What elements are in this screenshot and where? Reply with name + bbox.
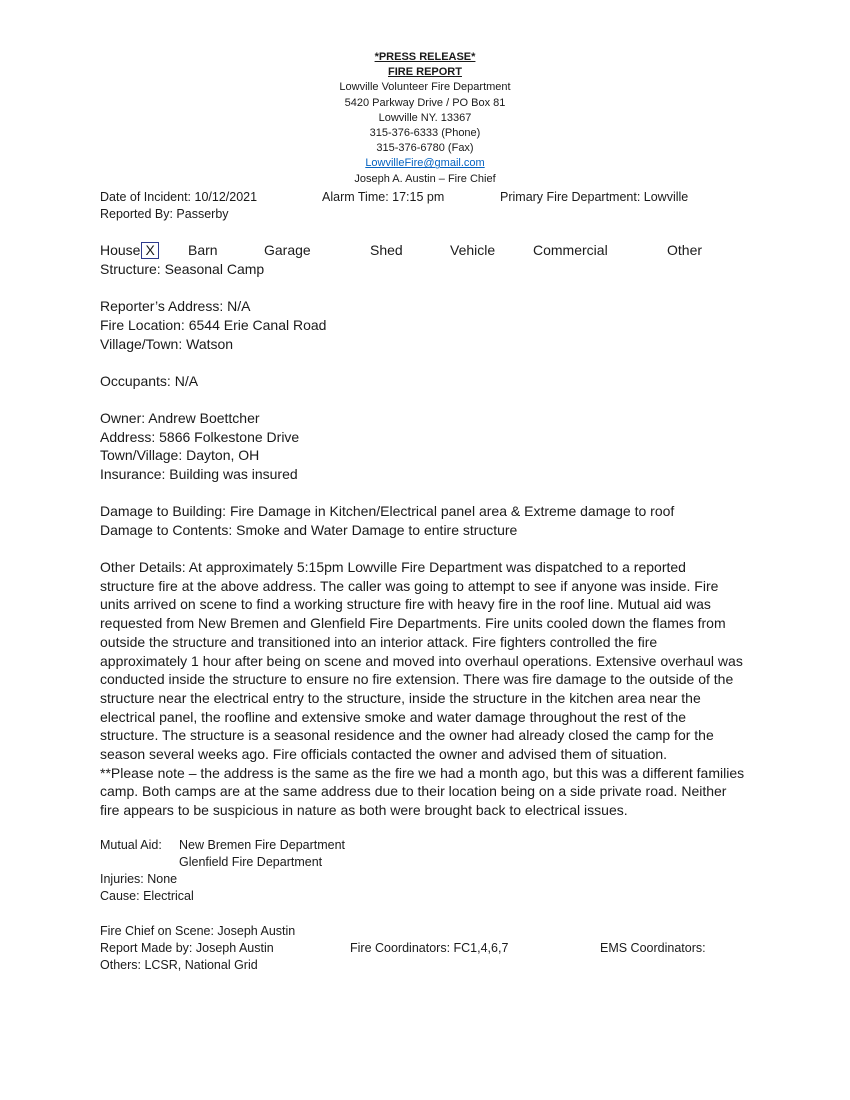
- details-line: units arrived on scene to find a working structure fire with heavy fire in the roof line. Mutual aid was: [100, 596, 711, 613]
- details-line: season several weeks ago. Fire officials contacted the owner and advised them of situation.: [100, 746, 668, 763]
- report-title: FIRE REPORT: [388, 66, 462, 79]
- details-line: structure fire at the above address. The caller was going to attempt to see if anyone was inside. Fire: [100, 577, 719, 594]
- type-garage: Garage: [264, 242, 311, 258]
- details-line: conducted inside the structure to ensure no fire extension. There was fire damage to the outside of the: [100, 671, 734, 688]
- incident-date: Date of Incident: 10/12/2021: [100, 190, 258, 204]
- damage-contents: Damage to Contents: Smoke and Water Damage to entire structure: [100, 522, 518, 538]
- details-line: Other Details: At approximately 5:15pm Lowville Fire Department was dispatched to a reported: [100, 559, 686, 575]
- reported-by: Reported By: Passerby: [100, 207, 229, 221]
- details-line: camp. Both camps are at the same address due to their location being on a side private road. Neither: [100, 783, 727, 800]
- letterhead: [0, 50, 850, 187]
- insurance: Insurance: Building was insured: [100, 466, 298, 482]
- details-line: electrical panel, the roofline and extensive smoke and water damage throughout the rest of the: [100, 708, 687, 725]
- other-details: [100, 558, 760, 820]
- others: Others: LCSR, National Grid: [100, 958, 258, 972]
- type-house-label: House: [100, 242, 141, 258]
- type-shed: Shed: [370, 242, 403, 258]
- type-house-checkbox: X: [141, 242, 158, 259]
- details-line: outside the structure and transitioned into an interior attack. Fire fighters controlled the fire: [100, 633, 658, 650]
- structure-type: Structure: Seasonal Camp: [100, 261, 265, 277]
- owner-name: Owner: Andrew Boettcher: [100, 410, 260, 426]
- village-town: Village/Town: Watson: [100, 336, 234, 352]
- details-line: approximately 1 hour after being on scene and moved into overhaul operations. Extensive overhaul was: [100, 652, 743, 669]
- cause: Cause: Electrical: [100, 889, 194, 903]
- type-barn: Barn: [188, 242, 218, 258]
- department-phone: 315-376-6333 (Phone): [369, 127, 481, 140]
- chief-on-scene: Fire Chief on Scene: Joseph Austin: [100, 924, 296, 938]
- type-other: Other: [667, 242, 703, 258]
- type-vehicle: Vehicle: [450, 242, 496, 258]
- mutual-aid-dept-2: Glenfield Fire Department: [179, 855, 323, 869]
- alarm-time: Alarm Time: 17:15 pm: [322, 190, 445, 204]
- occupants: Occupants: N/A: [100, 373, 199, 389]
- primary-department: Primary Fire Department: Lowville: [500, 190, 689, 204]
- injuries: Injuries: None: [100, 872, 178, 886]
- type-house: [100, 241, 159, 259]
- owner-address: Address: 5866 Folkestone Drive: [100, 429, 300, 445]
- report-made-by: Report Made by: Joseph Austin: [100, 941, 274, 955]
- department-address: 5420 Parkway Drive / PO Box 81: [344, 96, 506, 109]
- mutual-aid-label: Mutual Aid:: [100, 838, 162, 852]
- details-line: structure near the electrical entry to the structure, inside the structure in the kitchen area near the: [100, 689, 701, 706]
- department-name: Lowville Volunteer Fire Department: [339, 81, 511, 94]
- mutual-aid-dept-1: New Bremen Fire Department: [179, 838, 346, 852]
- owner-town: Town/Village: Dayton, OH: [100, 447, 260, 463]
- type-commercial: Commercial: [533, 242, 608, 258]
- reporter-address: Reporter’s Address: N/A: [100, 298, 251, 314]
- fire-location: Fire Location: 6544 Erie Canal Road: [100, 317, 327, 333]
- press-release-title: *PRESS RELEASE*: [374, 51, 476, 63]
- fire-chief: Joseph A. Austin – Fire Chief: [354, 172, 496, 185]
- details-line: requested from New Bremen and Glenfield Fire Departments. Fire units cooled down the flames from: [100, 615, 726, 632]
- fire-coordinators: Fire Coordinators: FC1,4,6,7: [350, 941, 509, 955]
- details-line: structure. The structure is a seasonal residence and the owner had already closed the camp for the: [100, 727, 714, 744]
- email-link[interactable]: LowvilleFire@gmail.com: [365, 157, 485, 170]
- ems-coordinators: EMS Coordinators:: [600, 941, 706, 955]
- details-line: fire appears to be suspicious in nature as both were brought back to electrical issues.: [100, 802, 628, 819]
- details-line: **Please note – the address is the same as the fire we had a month ago, but this was a different families: [100, 764, 745, 781]
- damage-building: Damage to Building: Fire Damage in Kitchen/Electrical panel area & Extreme damage to roof: [100, 503, 675, 519]
- department-city: Lowville NY. 13367: [378, 111, 472, 124]
- department-fax: 315-376-6780 (Fax): [376, 142, 474, 155]
